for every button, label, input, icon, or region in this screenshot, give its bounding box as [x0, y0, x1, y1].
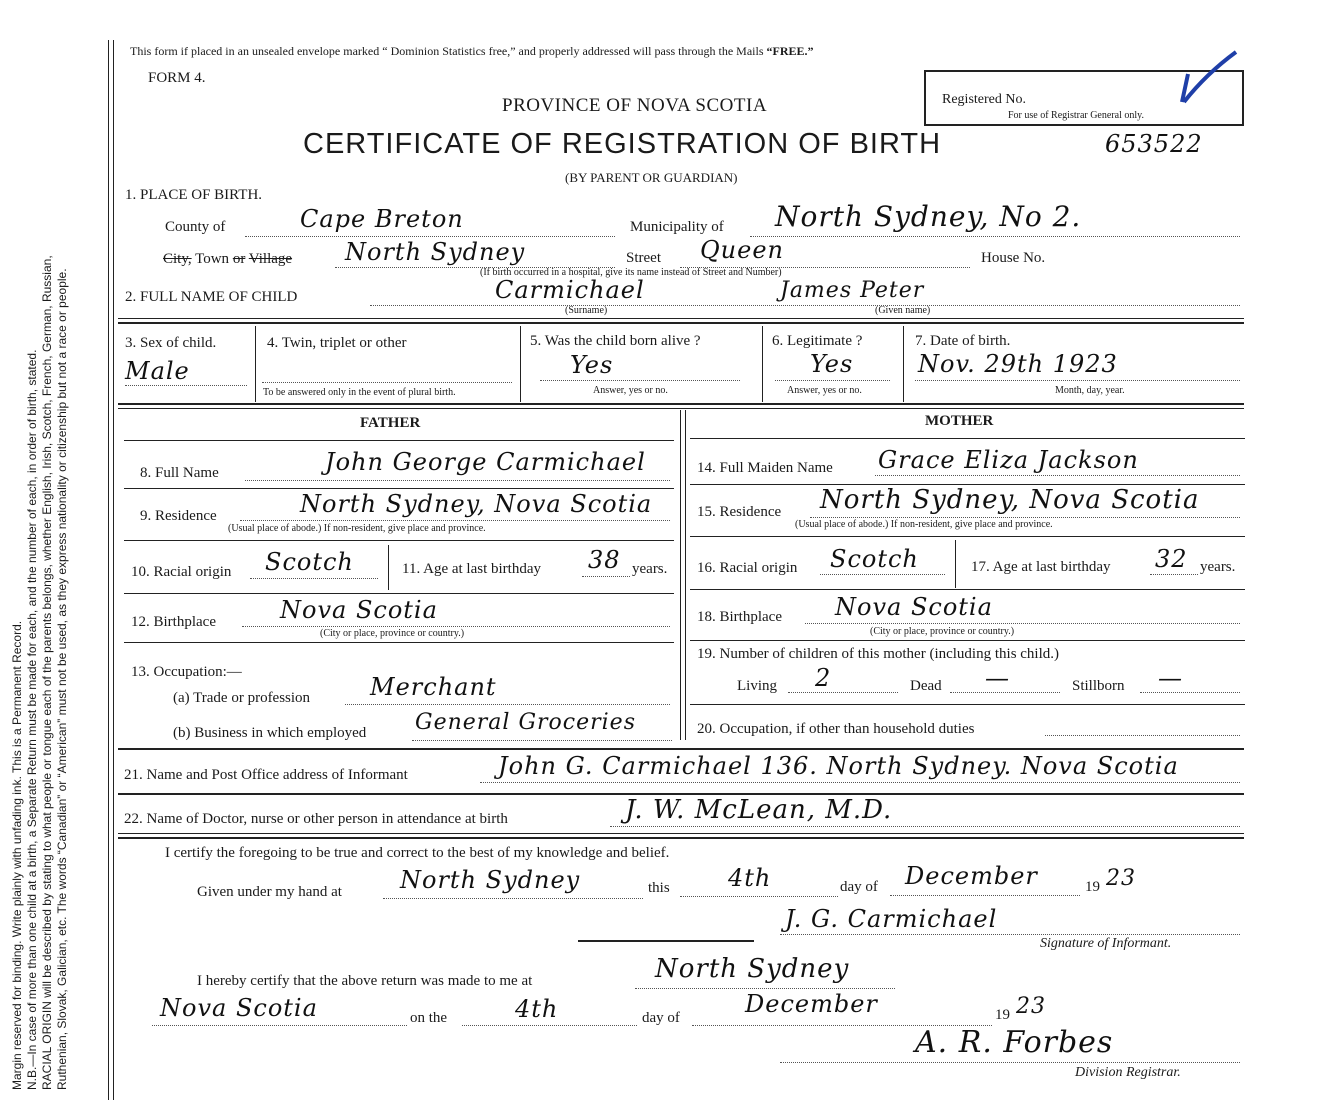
sex-line: [125, 385, 247, 386]
father-age-line: [582, 576, 630, 577]
rule: [124, 642, 674, 643]
rule: [690, 438, 1245, 439]
sex-value: Male: [125, 357, 190, 385]
father-race: Scotch: [265, 548, 354, 576]
margin-line-1: Margin reserved for binding. Write plainly with unfading ink. This is a Permanent Record.: [10, 620, 24, 1090]
given-place-line: [383, 898, 643, 899]
registrar-label: Division Registrar.: [1075, 1065, 1181, 1080]
column-divider: [685, 410, 686, 740]
registrar-year-prefix: 19: [995, 1007, 1010, 1023]
registrar-dayof-label: day of: [642, 1010, 680, 1026]
child-name-line: [370, 305, 1240, 306]
alive-note: Answer, yes or no.: [593, 385, 668, 396]
this-label: this: [648, 880, 670, 896]
dead-label: Dead: [910, 678, 942, 694]
alive-value: Yes: [570, 351, 614, 379]
mother-name-label: 14. Full Maiden Name: [697, 460, 833, 476]
registration-box: [924, 70, 1244, 126]
father-name-line: [245, 480, 670, 481]
mother-residence-label: 15. Residence: [697, 504, 782, 520]
document-subtitle: (BY PARENT OR GUARDIAN): [565, 170, 738, 185]
dob-line: [915, 380, 1240, 381]
document-title: CERTIFICATE OF REGISTRATION OF BIRTH: [303, 128, 942, 160]
rule: [118, 318, 1244, 319]
mother-age-line: [1150, 574, 1198, 575]
given-day-line: [680, 896, 838, 897]
municipality-value: North Sydney, No 2.: [775, 200, 1082, 233]
dead-value: —: [985, 664, 1010, 692]
rule: [118, 837, 1244, 839]
mother-age-label: 17. Age at last birthday: [971, 559, 1111, 575]
informant-signature: J. G. Carmichael: [785, 905, 998, 933]
rule: [690, 589, 1245, 590]
registrar-province: Nova Scotia: [160, 994, 318, 1022]
rule: [690, 704, 1245, 705]
stillborn-line: [1140, 692, 1240, 693]
county-label: County of: [165, 219, 226, 235]
father-age-label: 11. Age at last birthday: [402, 561, 541, 577]
legitimate-note: Answer, yes or no.: [787, 385, 862, 396]
mother-occupation-line: [1045, 735, 1240, 736]
stillborn-label: Stillborn: [1072, 678, 1125, 694]
alive-line: [540, 380, 740, 381]
mother-birthplace-label: 18. Birthplace: [697, 609, 782, 625]
dead-line: [950, 692, 1060, 693]
mother-race-line: [820, 574, 945, 575]
hospital-note: (If birth occurred in a hospital, give its name instead of Street and Number): [480, 267, 782, 278]
divider: [903, 326, 904, 402]
mother-residence-line: [810, 517, 1240, 518]
father-race-line: [250, 578, 378, 579]
margin-rule-2: [113, 40, 114, 1100]
dayof-label: day of: [840, 879, 878, 895]
informant-line: [480, 782, 1240, 783]
certify-text: I certify the foregoing to be true and correct to the best of my knowledge and belief.: [165, 845, 670, 861]
margin-notes: [10, 30, 70, 1090]
margin-line-4: Ruthenian, Slovak, Galician, etc. The words “Canadian” or “American” must not be used, as they express nationality or citizenship but not a race or people.: [55, 268, 69, 1090]
living-value: 2: [815, 664, 832, 692]
trade-line: [345, 704, 670, 705]
rule: [118, 748, 1244, 750]
margin-line-3: RACIAL ORIGIN will be described by stating to what people or tongue each of the parents belongs, whether English, Irish, Scotch, French, German, Russian,: [40, 255, 54, 1090]
mother-birthplace: Nova Scotia: [835, 593, 993, 621]
registrar-province-line: [152, 1025, 407, 1026]
given-month: December: [905, 862, 1038, 890]
given-name-note: (Given name): [875, 305, 931, 316]
occupation-label: 13. Occupation:—: [131, 664, 242, 680]
rule: [118, 403, 1244, 405]
mother-residence: North Sydney, Nova Scotia: [820, 485, 1200, 515]
registration-number: 653522: [1105, 130, 1203, 158]
rule: [118, 322, 1244, 324]
signature-line: [780, 934, 1240, 935]
margin-line-2: N.B.—In case of more than one child at a birth, a Separate Return must be made for each, and the number of each, in order of birth, stated.: [25, 349, 39, 1090]
father-birthplace-note: (City or place, province or country.): [320, 628, 465, 639]
given-year: 23: [1106, 866, 1136, 891]
father-residence-label: 9. Residence: [140, 508, 217, 524]
registrar-general-note: For use of Registrar General only.: [1008, 110, 1144, 121]
mother-years: years.: [1200, 559, 1236, 575]
twin-note: To be answered only in the event of plural birth.: [263, 387, 456, 398]
registrar-text: I hereby certify that the above return was made to me at: [197, 973, 533, 989]
father-heading: FATHER: [360, 415, 421, 431]
signature-label: Signature of Informant.: [1040, 936, 1172, 951]
mother-residence-note: (Usual place of abode.) If non-resident, give place and province.: [795, 519, 1053, 530]
father-age: 38: [588, 546, 621, 574]
house-label: House No.: [981, 250, 1046, 266]
form-number: FORM 4.: [148, 70, 206, 86]
rule: [124, 440, 674, 441]
rule: [124, 593, 674, 594]
child-name-label: 2. FULL NAME OF CHILD: [125, 289, 298, 305]
stillborn-value: —: [1158, 664, 1183, 692]
business-value: General Groceries: [415, 710, 636, 735]
father-years: years.: [632, 561, 668, 577]
living-label: Living: [737, 678, 777, 694]
father-birthplace-label: 12. Birthplace: [131, 614, 216, 630]
mother-occupation-label: 20. Occupation, if other than household duties: [697, 721, 975, 737]
divider: [955, 540, 956, 588]
registered-number-label: Registered No.: [942, 92, 1026, 107]
doctor-value: J. W. McLean, M.D.: [625, 795, 893, 825]
divider: [762, 326, 763, 402]
registrar-day: 4th: [515, 995, 559, 1023]
father-residence-note: (Usual place of abode.) If non-resident, give place and province.: [228, 523, 486, 534]
registrar-signature-line: [780, 1062, 1240, 1063]
father-residence-line: [240, 520, 670, 521]
street-value: Queen: [700, 236, 784, 264]
year-prefix: 19: [1085, 879, 1100, 895]
child-given-name: James Peter: [780, 278, 925, 303]
given-month-line: [890, 895, 1080, 896]
informant-value: John G. Carmichael 136. North Sydney. Nova Scotia: [498, 752, 1179, 780]
margin-rule: [108, 40, 109, 1100]
mother-birthplace-note: (City or place, province or country.): [870, 626, 1015, 637]
registrar-place: North Sydney: [655, 954, 850, 984]
on-label: on the: [410, 1010, 448, 1026]
mother-race-label: 16. Racial origin: [697, 560, 798, 576]
street-label: Street: [626, 250, 661, 266]
postal-note: This form if placed in an unsealed envelope marked “ Dominion Statistics free,” and properly addressed will pass through the Mails “FREE.”: [130, 44, 814, 58]
business-label: (b) Business in which employed: [173, 725, 367, 741]
mother-name-line: [875, 475, 1240, 476]
check-mark-icon: [1166, 44, 1246, 114]
mother-heading: MOTHER: [925, 413, 994, 429]
sex-label: 3. Sex of child.: [125, 335, 217, 351]
given-day: 4th: [728, 864, 772, 892]
mother-name: Grace Eliza Jackson: [878, 446, 1139, 474]
given-label: Given under my hand at: [197, 884, 342, 900]
rule: [690, 640, 1245, 641]
county-line: [245, 236, 615, 237]
town-value: North Sydney: [345, 238, 526, 266]
alive-label: 5. Was the child born alive ?: [530, 333, 701, 349]
doctor-line: [610, 826, 1240, 827]
mother-birthplace-line: [805, 623, 1240, 624]
rule: [690, 536, 1245, 537]
dob-note: Month, day, year.: [1055, 385, 1125, 396]
twin-label: 4. Twin, triplet or other: [267, 335, 407, 351]
municipality-line: [750, 236, 1240, 237]
surname-note: (Surname): [565, 305, 608, 316]
trade-label: (a) Trade or profession: [173, 690, 311, 706]
children-label: 19. Number of children of this mother (including this child.): [697, 646, 1060, 662]
trade-value: Merchant: [370, 673, 497, 701]
rule: [124, 488, 674, 489]
place-heading: 1. PLACE OF BIRTH.: [125, 187, 263, 203]
child-surname: Carmichael: [495, 276, 645, 304]
dob-value: Nov. 29th 1923: [918, 350, 1118, 378]
living-line: [788, 692, 898, 693]
registrar-place-line: [635, 988, 895, 989]
registrar-year: 23: [1016, 994, 1046, 1019]
rule: [118, 833, 1244, 834]
divider: [255, 326, 256, 402]
father-residence: North Sydney, Nova Scotia: [300, 490, 653, 518]
rule: [124, 540, 674, 541]
father-name: John George Carmichael: [325, 448, 646, 476]
rule: [118, 408, 1244, 409]
twin-line: [262, 382, 512, 383]
father-birthplace: Nova Scotia: [280, 596, 438, 624]
legitimate-value: Yes: [810, 350, 854, 378]
informant-label: 21. Name and Post Office address of Informant: [124, 767, 408, 783]
registrar-signature: A. R. Forbes: [915, 1025, 1114, 1060]
father-birthplace-line: [242, 626, 670, 627]
given-place: North Sydney: [400, 866, 581, 894]
divider: [520, 326, 521, 402]
column-divider: [680, 410, 681, 740]
rule: [578, 940, 754, 942]
father-race-label: 10. Racial origin: [131, 564, 232, 580]
town-labels: City, Town or Village: [163, 251, 293, 267]
municipality-label: Municipality of: [630, 219, 724, 235]
province-heading: PROVINCE OF NOVA SCOTIA: [502, 95, 768, 116]
mother-age: 32: [1155, 545, 1188, 573]
county-value: Cape Breton: [300, 205, 464, 233]
business-line: [412, 740, 672, 741]
divider: [388, 545, 389, 590]
father-name-label: 8. Full Name: [140, 465, 219, 481]
legitimate-line: [775, 380, 890, 381]
mother-race: Scotch: [830, 545, 919, 573]
registrar-day-line: [462, 1025, 637, 1026]
registrar-month: December: [745, 990, 878, 1018]
doctor-label: 22. Name of Doctor, nurse or other person in attendance at birth: [124, 811, 508, 827]
dob-label: 7. Date of birth.: [915, 333, 1011, 349]
legitimate-label: 6. Legitimate ?: [772, 333, 863, 349]
